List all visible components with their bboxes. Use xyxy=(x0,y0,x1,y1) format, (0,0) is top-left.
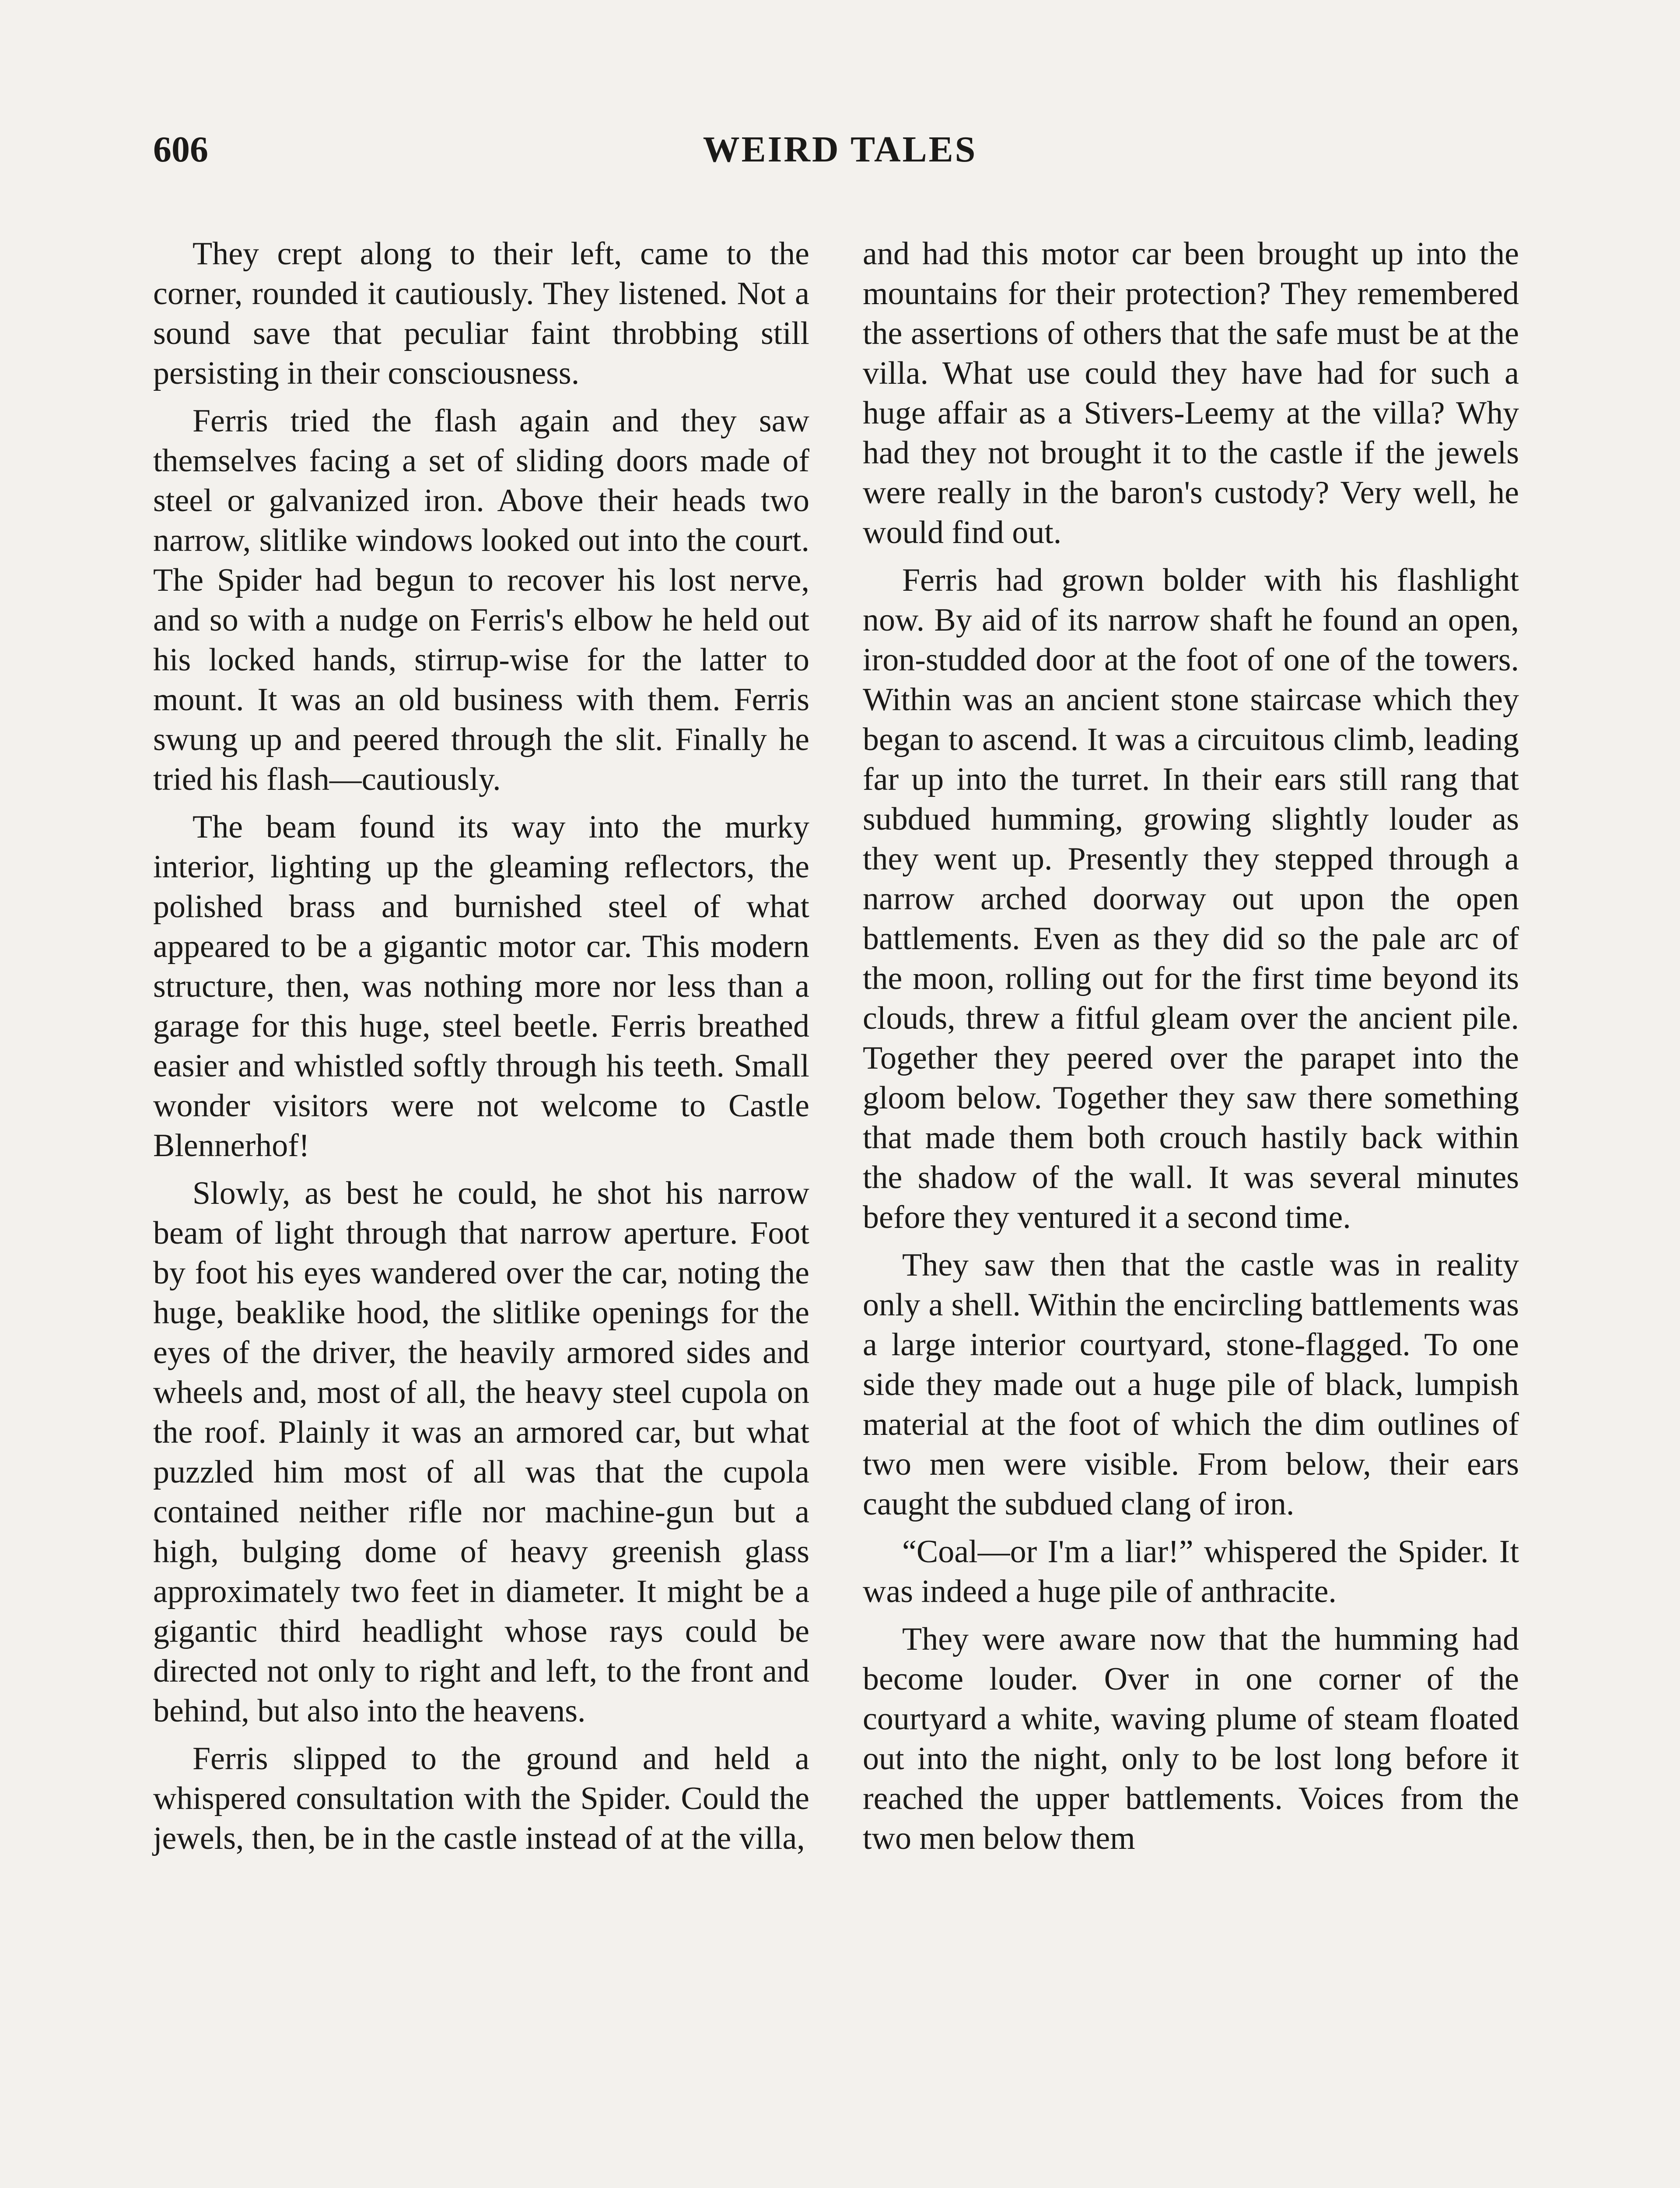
paragraph: They were aware now that the humming had become louder. Over in one corner of the courtyard a white, waving plume of steam floated out into the night, only to be lost long before it reached the upper battlements. Voices from the two men below them xyxy=(863,1621,1519,1856)
paragraph: They saw then that the castle was in reality only a shell. Within the encircling battlements was a large interior courtyard, stone-flagged. To one side they made out a huge pile of black, lumpish material at the foot of which the dim outlines of two men were visible. From below, their ears caught the subdued clang of iron. xyxy=(863,1247,1519,1522)
paragraph: The beam found its way into the murky interior, lighting up the gleaming reflectors, the polished brass and burnished steel of what appeared to be a gigantic motor car. This modern structure, then, was nothing more nor less than a garage for this huge, steel beetle. Ferris breathed easier and whistled softly through his teeth. Small wonder visitors were not welcome to Castle Blennerhof! xyxy=(153,809,809,1164)
page-number: 606 xyxy=(153,129,208,170)
right-column xyxy=(863,234,1519,1866)
paragraph: Ferris had grown bolder with his flashlight now. By aid of its narrow shaft he found an open, iron-studded door at the foot of one of the towers. Within was an ancient stone staircase which they began to ascend. It was a circuitous climb, leading far up into the turret. In their ears still rang that subdued humming, growing slightly louder as they went up. Presently they stepped through a narrow arched doorway out upon the open battlements. Even as they did so the pale arc of the moon, rolling out for the first time beyond its clouds, threw a fitful gleam over the ancient pile. Together they peered over the parapet into the gloom below. Together they saw there something that made them both crouch hastily back within the shadow of the wall. It was several minutes before they ventured it a second time. xyxy=(863,562,1519,1235)
running-title: WEIRD TALES xyxy=(703,129,977,170)
paragraph-continuation: and had this motor car been brought up into the mountains for their protection? They remembered the assertions of others that the safe must be at the villa. What use could they have had for such a huge affair as a Stivers-Leemy at the villa? Why had they not brought it to the castle if the jewels were really in the baron's custody? Very well, he would find out. xyxy=(863,236,1519,551)
paragraph: “Coal—or I'm a liar!” whispered the Spider. It was indeed a huge pile of anthracite. xyxy=(863,1534,1519,1609)
paragraph: Slowly, as best he could, he shot his narrow beam of light through that narrow aperture. Foot by foot his eyes wandered over the car, noting the huge, beaklike hood, the slitlike openings for the eyes of the driver, the heavily armored sides and wheels and, most of all, the heavy steel cupola on the roof. Plainly it was an armored car, but what puzzled him most of all was that the cupola contained neither rifle nor machine-gun but a high, bulging dome of heavy greenish glass approximately two feet in diameter. It might be a gigantic third headlight whose rays could be directed not only to right and left, to the front and behind, but also into the heavens. xyxy=(153,1175,809,1729)
paragraph: They crept along to their left, came to the corner, rounded it cautiously. They listened. Not a sound save that peculiar faint throbbing still persisting in their consciousness. xyxy=(153,236,809,391)
left-column xyxy=(153,234,809,1866)
paragraph: Ferris tried the flash again and they saw themselves facing a set of sliding doors made of steel or galvanized iron. Above their heads two narrow, slitlike windows looked out into the court. The Spider had begun to recover his lost nerve, and so with a nudge on Ferris's elbow he held out his locked hands, stirrup-wise for the latter to mount. It was an old business with them. Ferris swung up and peered through the slit. Finally he tried his flash—cautiously. xyxy=(153,403,809,797)
paragraph: Ferris slipped to the ground and held a whispered consultation with the Spider. Could the jewels, then, be in the castle instead of at the villa, xyxy=(153,1741,809,1856)
